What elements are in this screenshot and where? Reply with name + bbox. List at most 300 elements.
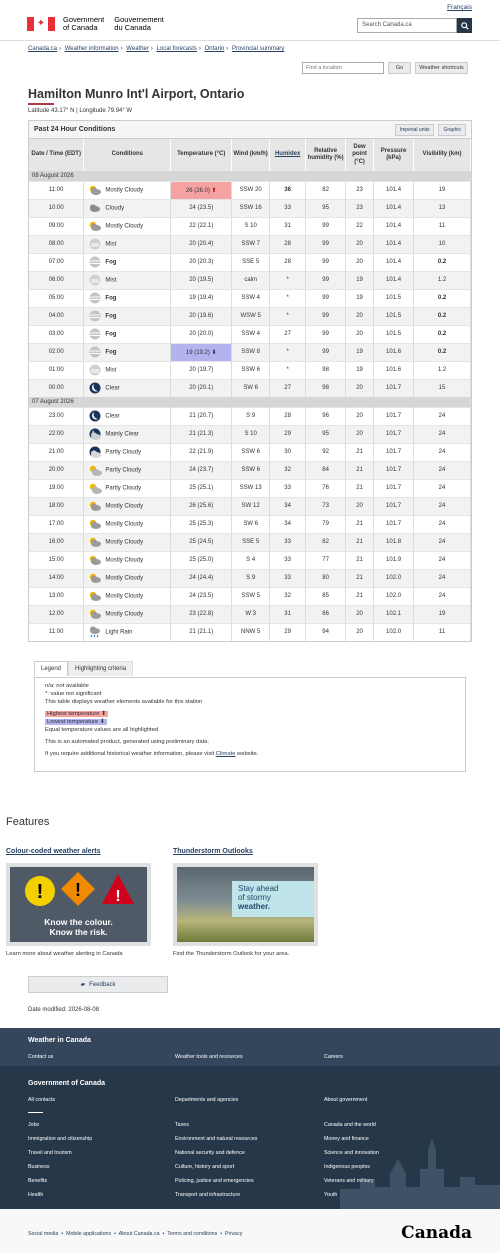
table-row	[29, 289, 471, 307]
dewpoint-cell: 20	[346, 425, 374, 443]
page-title: Hamilton Munro Int'l Airport, Ontario	[28, 87, 245, 101]
weather-shortcuts-button[interactable]: Weather shortcuts	[415, 62, 468, 74]
mostly-cloudy-icon	[88, 184, 102, 196]
dewpoint-cell: 20	[346, 379, 374, 397]
find-location-input[interactable]: Find a location	[302, 62, 384, 74]
table-row	[29, 605, 471, 623]
table-row	[29, 271, 471, 289]
temperature-value: 20 (19.5)	[189, 277, 214, 283]
date-label: 08 August 2026	[29, 171, 471, 181]
temperature-cell	[171, 217, 232, 235]
dewpoint-cell: 21	[346, 461, 374, 479]
wind-cell: SW 12	[232, 497, 270, 515]
tab-highlighting-criteria[interactable]: Highlighting criteria	[68, 661, 133, 676]
footer-link[interactable]: National security and defence	[175, 1150, 245, 1156]
humidex-cell: 32	[270, 461, 306, 479]
wind-cell: SSE 5	[232, 253, 270, 271]
pressure-cell: 101.7	[374, 461, 414, 479]
search-icon	[461, 22, 469, 30]
wind-cell: SSW 8	[232, 343, 270, 361]
partly-cloudy-night-icon	[88, 446, 102, 458]
time-cell: 04:00	[29, 307, 84, 325]
canada-flag-icon: ✦	[27, 17, 55, 31]
temperature-value: 26 (25.6)	[189, 503, 214, 509]
gov-fr-line2: du Canada	[114, 23, 151, 32]
feedback-button[interactable]	[28, 976, 168, 993]
breadcrumb-weather-info[interactable]: Weather information	[64, 46, 119, 52]
temperature-cell	[171, 407, 232, 425]
breadcrumb-provincial-summary[interactable]: Provincial summary	[231, 46, 285, 52]
arrow-down-icon: ⬇	[99, 719, 105, 725]
footer-link[interactable]: Youth	[324, 1192, 338, 1198]
wind-cell: SSW 20	[232, 181, 270, 199]
pressure-cell: 101.4	[374, 199, 414, 217]
legend-not-significant: *: value not significant	[45, 691, 102, 697]
humidity-cell: 94	[306, 623, 346, 641]
time-cell: 01:00	[29, 361, 84, 379]
footer-divider	[28, 1112, 43, 1113]
feature-alerts-image[interactable]	[6, 863, 151, 946]
humidity-cell: 99	[306, 235, 346, 253]
humidity-cell: 82	[306, 181, 346, 199]
visibility-cell: 24	[414, 587, 471, 605]
legend-highest-label: Highest temperature	[47, 711, 100, 717]
legend-historical	[45, 750, 455, 758]
parliament-silhouette	[340, 1139, 500, 1209]
humidex-cell: 28	[270, 407, 306, 425]
arrow-up-icon: ⬆	[101, 711, 107, 717]
visibility-cell: 24	[414, 515, 471, 533]
alerts-line1: Know the colour.	[44, 917, 113, 927]
time-cell: 18:00	[29, 497, 84, 515]
gov-signature[interactable]	[27, 15, 164, 33]
wind-cell: SSW 6	[232, 461, 270, 479]
footer-link[interactable]: Environment and natural resources	[175, 1136, 258, 1142]
table-row	[29, 181, 471, 199]
imperial-units-button[interactable]: Imperial units	[395, 124, 435, 136]
humidex-cell: 33	[270, 199, 306, 217]
temperature-value: 26 (26.0)	[185, 187, 210, 194]
storm-line2-text: of stormy	[238, 893, 271, 902]
humidex-cell: *	[270, 289, 306, 307]
breadcrumb-weather[interactable]: Weather	[126, 46, 149, 52]
dewpoint-cell: 21	[346, 515, 374, 533]
humidity-cell: 95	[306, 425, 346, 443]
dewpoint-cell: 20	[346, 497, 374, 515]
fog-icon	[88, 310, 102, 322]
condition-cell	[84, 479, 171, 497]
alert-symbols-icon	[10, 869, 147, 917]
pressure-cell: 101.7	[374, 497, 414, 515]
condition-cell	[84, 443, 171, 461]
condition-label: Fog	[105, 331, 117, 338]
time-cell: 08:00	[29, 235, 84, 253]
col-header: Conditions	[84, 139, 171, 171]
condition-label: Mostly Cloudy	[105, 521, 144, 528]
humidex-cell: 33	[270, 533, 306, 551]
wind-cell: SSW 6	[232, 443, 270, 461]
visibility-cell: 24	[414, 551, 471, 569]
visibility-cell: 24	[414, 443, 471, 461]
features-heading: Features	[6, 816, 50, 828]
wind-cell: SSW 16	[232, 199, 270, 217]
mostly-cloudy-icon	[88, 536, 102, 548]
wind-cell: WSW 5	[232, 307, 270, 325]
pressure-cell: 101.5	[374, 325, 414, 343]
pressure-cell: 101.6	[374, 361, 414, 379]
condition-cell	[84, 379, 171, 397]
search-button[interactable]	[457, 18, 472, 33]
dewpoint-cell: 21	[346, 569, 374, 587]
humidex-cell: *	[270, 343, 306, 361]
social-media-link[interactable]: Social media	[28, 1231, 59, 1237]
storm-line3: weather.	[238, 902, 271, 911]
footer-about-gov[interactable]: About government	[324, 1097, 368, 1103]
dewpoint-cell: 21	[346, 533, 374, 551]
humidity-cell: 82	[306, 533, 346, 551]
pressure-cell: 102.0	[374, 587, 414, 605]
legend-hist-post: website.	[235, 751, 259, 757]
date-modified: Date modified: 2026-08-08	[28, 1007, 100, 1013]
temperature-cell	[171, 343, 232, 361]
date-row	[29, 171, 471, 181]
humidex-cell: 27	[270, 325, 306, 343]
legend-highest	[45, 711, 108, 717]
fog-icon	[88, 346, 102, 358]
visibility-cell: 0.2	[414, 343, 471, 361]
temperature-value: 22 (22.1)	[189, 223, 214, 229]
time-cell: 12:00	[29, 605, 84, 623]
table-row	[29, 217, 471, 235]
pressure-cell: 101.7	[374, 379, 414, 397]
svg-text:!: !	[36, 881, 44, 903]
gov-fr-line1: Gouvernement	[114, 15, 164, 24]
gov-en-line1: Government	[63, 15, 105, 24]
language-toggle-link[interactable]: Français	[447, 4, 472, 11]
alerts-line2: Know the risk.	[49, 927, 108, 937]
arrow-up-icon: ⬆	[209, 187, 217, 194]
table-row	[29, 199, 471, 217]
dewpoint-cell: 19	[346, 361, 374, 379]
dewpoint-cell: 23	[346, 199, 374, 217]
title-underline	[28, 103, 54, 105]
temperature-value: 24 (23.5)	[189, 205, 214, 211]
visibility-cell: 1.2	[414, 271, 471, 289]
wind-cell: SSW 7	[232, 235, 270, 253]
legend-lowest	[45, 719, 107, 725]
footer-link[interactable]: Benefits	[28, 1178, 48, 1184]
go-button[interactable]: Go	[388, 62, 411, 74]
wind-cell: SW 6	[232, 515, 270, 533]
dewpoint-cell: 20	[346, 623, 374, 641]
condition-cell	[84, 515, 171, 533]
temperature-cell	[171, 569, 232, 587]
temperature-cell	[171, 181, 232, 199]
condition-label: Mostly Cloudy	[105, 611, 144, 618]
legend-hist-pre: If you require additional historical weather information, please visit	[45, 751, 216, 757]
condition-cell	[84, 623, 171, 641]
humidity-cell: 76	[306, 479, 346, 497]
temperature-value: 20 (20.3)	[189, 259, 214, 265]
condition-cell	[84, 569, 171, 587]
footer-link[interactable]: Travel and tourism	[28, 1150, 72, 1156]
visibility-cell: 15	[414, 379, 471, 397]
search-input[interactable]: Search Canada.ca	[357, 18, 457, 33]
footer-wic-title: Weather in Canada	[28, 1037, 91, 1044]
table-row	[29, 551, 471, 569]
footer-link[interactable]: Veterans and military	[324, 1178, 374, 1184]
condition-cell	[84, 587, 171, 605]
fog-icon	[88, 328, 102, 340]
visibility-cell: 13	[414, 199, 471, 217]
humidity-cell: 86	[306, 605, 346, 623]
location-finder	[302, 62, 468, 74]
temperature-cell	[171, 587, 232, 605]
temperature-cell	[171, 551, 232, 569]
humidex-cell: 34	[270, 515, 306, 533]
conditions-panel	[28, 120, 472, 642]
time-cell: 23:00	[29, 407, 84, 425]
humidity-cell: 85	[306, 587, 346, 605]
legend-equal: Equal temperature values are all highlighted	[45, 727, 159, 733]
wind-cell: SW 6	[232, 379, 270, 397]
temperature-value: 19 (19.4)	[189, 295, 214, 301]
table-row	[29, 515, 471, 533]
climate-link[interactable]: Climate	[215, 751, 236, 757]
mainly-clear-night-icon	[88, 428, 102, 440]
condition-cell	[84, 181, 171, 199]
feature-alerts-link[interactable]: Colour-coded weather alerts	[6, 848, 101, 855]
footer-link[interactable]: Transport and infrastructure	[175, 1192, 241, 1198]
condition-label: Mostly Cloudy	[105, 187, 144, 194]
graphic-button[interactable]: Graphic	[438, 124, 466, 136]
col-header: Date / Time (EDT)	[29, 139, 84, 171]
visibility-cell: 24	[414, 407, 471, 425]
time-cell: 00:00	[29, 379, 84, 397]
wind-cell: SSE 5	[232, 533, 270, 551]
cloudy-icon	[88, 202, 102, 214]
feature-alerts-desc: Learn more about weather alerting in Canada	[6, 951, 123, 957]
time-cell: 09:00	[29, 217, 84, 235]
footer-link[interactable]: Jobs	[28, 1122, 40, 1128]
humidex-cell: 30	[270, 443, 306, 461]
mobile-apps-link[interactable]: Mobile applications	[66, 1231, 112, 1237]
condition-cell	[84, 551, 171, 569]
time-cell: 10:00	[29, 199, 84, 217]
date-row	[29, 397, 471, 407]
clear-night-icon	[88, 382, 102, 394]
terms-link[interactable]: Terms and conditions	[167, 1231, 218, 1237]
footer-all-contacts[interactable]: All contacts	[28, 1097, 56, 1103]
footer-bottom	[0, 1209, 500, 1253]
humidex-cell: 27	[270, 379, 306, 397]
humidity-cell: 80	[306, 569, 346, 587]
pressure-cell: 101.8	[374, 533, 414, 551]
temperature-value: 21 (21.1)	[189, 629, 214, 636]
breadcrumb-canada[interactable]: Canada.ca	[28, 46, 58, 52]
time-cell: 22:00	[29, 425, 84, 443]
pressure-cell: 101.7	[374, 479, 414, 497]
visibility-cell: 19	[414, 181, 471, 199]
footer-goc-title: Government of Canada	[28, 1080, 106, 1087]
pressure-cell: 101.4	[374, 235, 414, 253]
feature-thunderstorm-image[interactable]	[173, 863, 318, 946]
about-canada-link[interactable]: About Canada.ca	[118, 1231, 160, 1237]
wind-cell: S 10	[232, 217, 270, 235]
feature-alerts-card	[6, 840, 151, 957]
condition-label: Fog	[105, 349, 117, 356]
breadcrumb-ontario[interactable]: Ontario	[204, 46, 225, 52]
feature-thunderstorm-link[interactable]: Thunderstorm Outlooks	[173, 848, 253, 855]
panel-header	[29, 121, 471, 139]
mostly-cloudy-icon	[88, 500, 102, 512]
table-row	[29, 443, 471, 461]
dewpoint-cell: 19	[346, 289, 374, 307]
condition-cell	[84, 325, 171, 343]
footer-link[interactable]: Immigration and citizenship	[28, 1136, 93, 1142]
humidex-cell: 34	[270, 497, 306, 515]
dewpoint-cell: 20	[346, 605, 374, 623]
mostly-cloudy-icon	[88, 590, 102, 602]
humidity-cell: 92	[306, 443, 346, 461]
table-row	[29, 307, 471, 325]
storm-line2	[238, 893, 308, 902]
wind-cell: NNW 5	[232, 623, 270, 641]
dewpoint-cell: 20	[346, 307, 374, 325]
temperature-value: 24 (24.4)	[189, 575, 214, 581]
temperature-cell	[171, 271, 232, 289]
tab-legend[interactable]: Legend	[34, 661, 68, 676]
condition-label: Partly Cloudy	[105, 485, 142, 492]
condition-cell	[84, 605, 171, 623]
humidex-cell: 31	[270, 217, 306, 235]
date-label: 07 August 2026	[29, 397, 471, 407]
footer-link[interactable]: Science and innovation	[324, 1150, 379, 1156]
canada-wordmark: Canada	[401, 1223, 472, 1243]
mostly-cloudy-icon	[88, 220, 102, 232]
table-row	[29, 425, 471, 443]
condition-cell	[84, 533, 171, 551]
feature-thunderstorm-card	[173, 840, 318, 957]
condition-label: Mostly Cloudy	[105, 503, 144, 510]
privacy-link[interactable]: Privacy	[225, 1231, 243, 1237]
footer-band	[0, 1028, 500, 1066]
condition-label: Mostly Cloudy	[105, 575, 144, 582]
temperature-value: 25 (25.0)	[189, 557, 214, 563]
site-search	[357, 18, 472, 33]
humidity-cell: 96	[306, 407, 346, 425]
table-row	[29, 497, 471, 515]
humidex-cell: *	[270, 307, 306, 325]
temperature-value: 25 (25.1)	[189, 485, 214, 491]
humidity-cell: 99	[306, 289, 346, 307]
dewpoint-cell: 20	[346, 407, 374, 425]
dewpoint-cell: 19	[346, 271, 374, 289]
condition-label: Mist	[105, 277, 117, 284]
mostly-cloudy-icon	[88, 554, 102, 566]
wind-cell: SSW 5	[232, 587, 270, 605]
pressure-cell: 101.7	[374, 515, 414, 533]
time-cell: 19:00	[29, 479, 84, 497]
footer-link[interactable]: Culture, history and sport	[175, 1164, 235, 1170]
footer-link[interactable]: Policing, justice and emergencies	[175, 1178, 254, 1184]
condition-label: Mostly Cloudy	[105, 593, 144, 600]
temperature-cell	[171, 199, 232, 217]
condition-label: Mostly Cloudy	[105, 557, 144, 564]
time-cell: 06:00	[29, 271, 84, 289]
time-cell: 16:00	[29, 533, 84, 551]
svg-text:!: !	[115, 888, 121, 905]
breadcrumb-local-forecasts[interactable]: Local forecasts	[156, 46, 197, 52]
time-cell: 14:00	[29, 569, 84, 587]
mist-icon	[88, 364, 102, 376]
dewpoint-cell: 23	[346, 181, 374, 199]
dewpoint-cell: 21	[346, 587, 374, 605]
table-row	[29, 343, 471, 361]
footer-link[interactable]: Health	[28, 1192, 44, 1198]
footer-link[interactable]: Business	[28, 1164, 50, 1170]
humidex-cell: 28	[270, 253, 306, 271]
temperature-cell	[171, 533, 232, 551]
station-coordinates: Latitude 43.17° N | Longitude 79.94° W	[28, 108, 133, 114]
footer-link[interactable]: Canada and the world	[324, 1122, 376, 1128]
legend-na: n/a: not available	[45, 683, 89, 689]
temperature-value: 23 (22.8)	[189, 611, 214, 617]
temperature-value: 22 (21.9)	[189, 449, 214, 455]
footer-contact-link[interactable]: Contact us	[28, 1054, 54, 1060]
footer-link[interactable]: Taxes	[175, 1122, 189, 1128]
humidex-cell: *	[270, 361, 306, 379]
footer-link[interactable]: Indigenous peoples	[324, 1164, 370, 1170]
condition-cell	[84, 343, 171, 361]
conditions-table	[29, 139, 471, 641]
visibility-cell: 0.2	[414, 307, 471, 325]
time-cell: 21:00	[29, 443, 84, 461]
condition-label: Mostly Cloudy	[105, 223, 144, 230]
table-row	[29, 533, 471, 551]
condition-cell	[84, 361, 171, 379]
condition-label: Light Rain	[105, 629, 133, 636]
temperature-cell	[171, 361, 232, 379]
footer-careers-link[interactable]: Careers	[324, 1054, 343, 1060]
table-row	[29, 235, 471, 253]
time-cell: 07:00	[29, 253, 84, 271]
light-rain-icon	[88, 626, 102, 638]
col-header[interactable]: Humidex	[270, 139, 306, 171]
footer-link[interactable]: Money and finance	[324, 1136, 369, 1142]
legend-description: This table displays weather elements available for this station	[45, 699, 203, 705]
mostly-cloudy-icon	[88, 518, 102, 530]
footer-departments[interactable]: Departments and agencies	[175, 1097, 239, 1103]
pressure-cell: 101.5	[374, 307, 414, 325]
visibility-cell: 19	[414, 605, 471, 623]
temperature-cell	[171, 325, 232, 343]
temperature-value: 21 (20.7)	[189, 413, 214, 419]
footer-tools-link[interactable]: Weather tools and resources	[175, 1054, 243, 1060]
visibility-cell: 24	[414, 479, 471, 497]
humidity-cell: 99	[306, 325, 346, 343]
temperature-value: 24 (23.5)	[189, 593, 214, 599]
condition-label: Mainly Clear	[105, 431, 139, 438]
humidity-cell: 99	[306, 343, 346, 361]
time-cell: 11:00	[29, 623, 84, 641]
time-cell: 11:00	[29, 181, 84, 199]
humidity-cell: 77	[306, 551, 346, 569]
table-row	[29, 587, 471, 605]
condition-cell	[84, 235, 171, 253]
temperature-cell	[171, 289, 232, 307]
humidity-cell: 98	[306, 379, 346, 397]
